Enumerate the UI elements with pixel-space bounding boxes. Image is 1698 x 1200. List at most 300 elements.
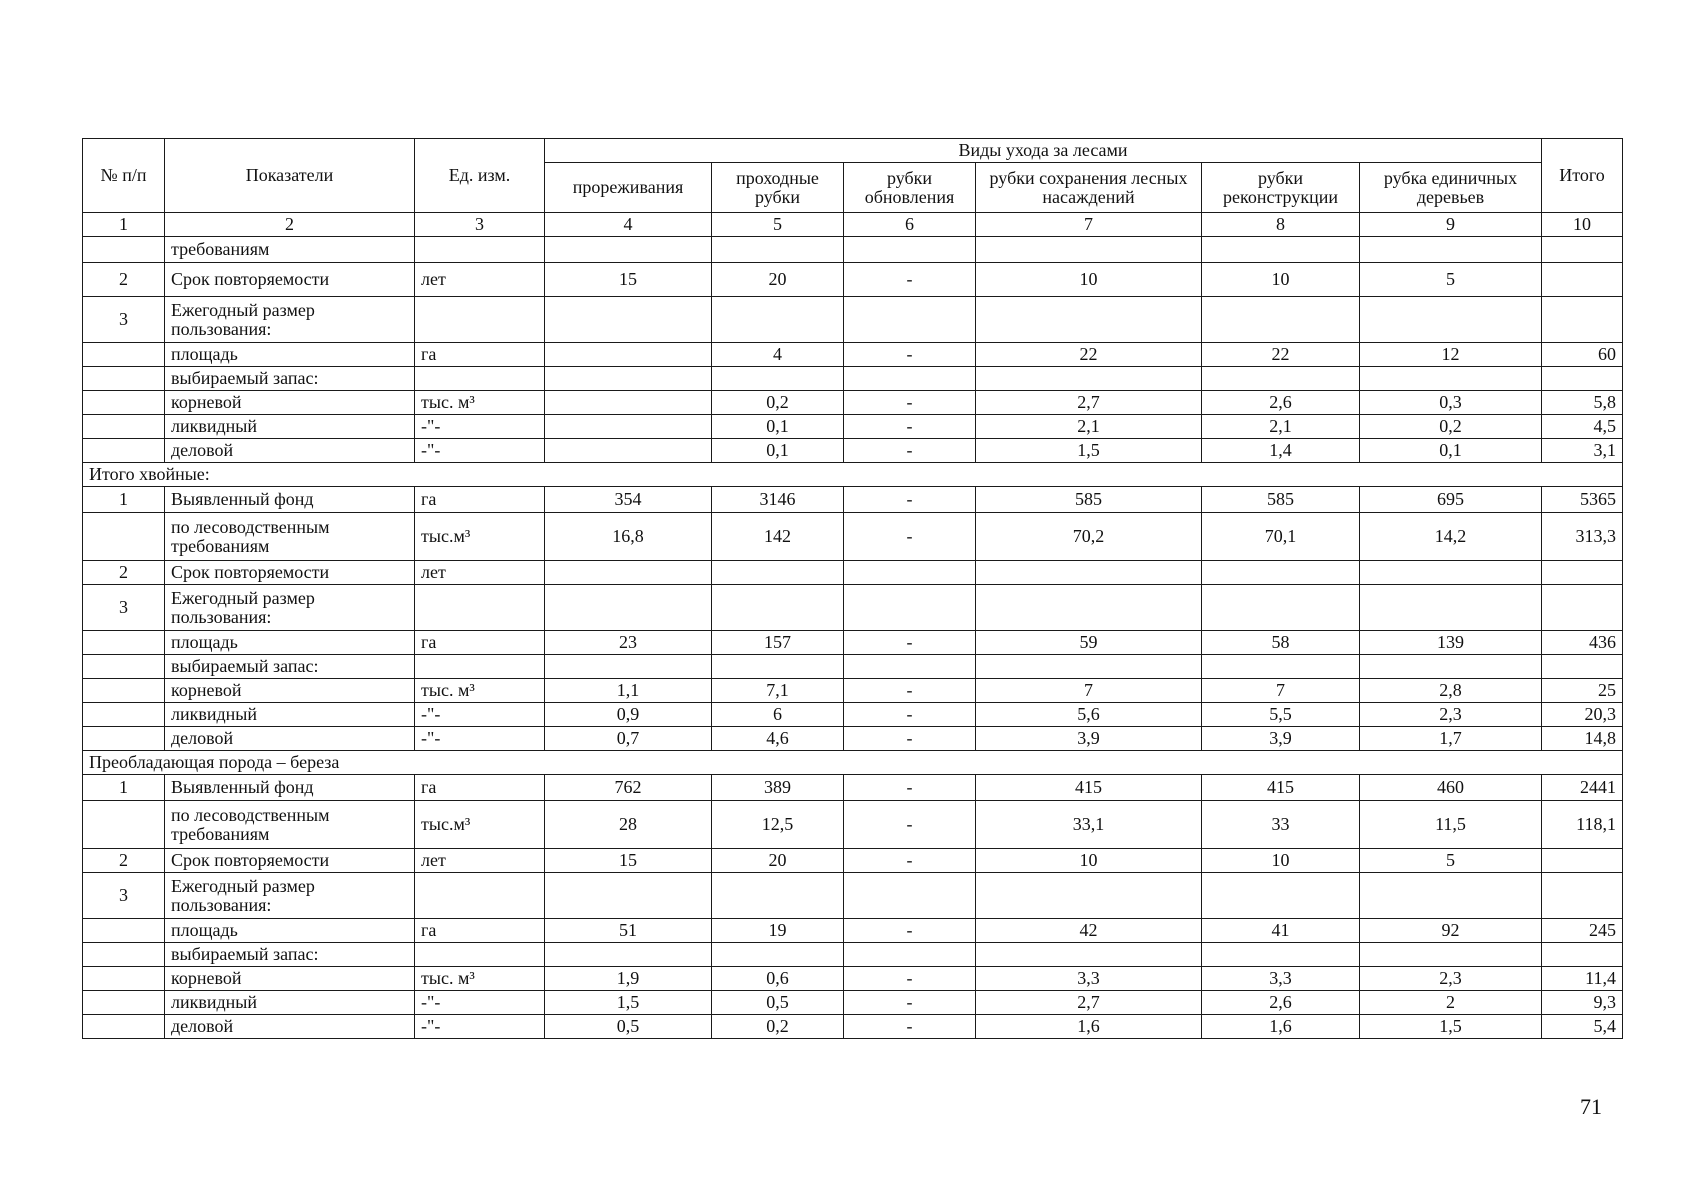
cell-single-tree-cuts: 0,1 [1360,439,1542,463]
cell-passage-cuts: 4,6 [712,727,844,751]
cell-passage-cuts: 0,1 [712,415,844,439]
cell-indicator: по лесоводственным требованиям [165,513,415,561]
cell-indicator: площадь [165,631,415,655]
table-row [83,513,1623,561]
table-row [83,631,1623,655]
header-col-passage-cuts: проходные рубки [712,163,844,213]
cell-total: 3,1 [1542,439,1623,463]
cell-total: 5,4 [1542,1015,1623,1039]
cell-reconstruction-cuts [1202,297,1360,343]
cell-unit [415,655,545,679]
cell-unit [415,367,545,391]
cell-reconstruction-cuts: 1,4 [1202,439,1360,463]
cell-indicator: Ежегодный размер пользования: [165,873,415,919]
cell-row-num: 2 [83,849,165,873]
cell-preservation-cuts [976,237,1202,263]
cell-reconstruction-cuts [1202,655,1360,679]
table-row [83,585,1623,631]
cell-row-num [83,991,165,1015]
cell-total: 436 [1542,631,1623,655]
cell-unit: тыс. м³ [415,967,545,991]
cell-indicator: Срок повторяемости [165,561,415,585]
cell-single-tree-cuts [1360,943,1542,967]
cell-passage-cuts [712,943,844,967]
cell-thinning: 0,9 [545,703,712,727]
cell-passage-cuts: 3146 [712,487,844,513]
cell-single-tree-cuts: 92 [1360,919,1542,943]
cell-renewal-cuts: - [844,631,976,655]
cell-indicator: корневой [165,967,415,991]
colnum: 2 [165,213,415,237]
cell-reconstruction-cuts: 33 [1202,801,1360,849]
cell-preservation-cuts: 415 [976,775,1202,801]
cell-indicator: Выявленный фонд [165,775,415,801]
cell-indicator: требованиям [165,237,415,263]
cell-renewal-cuts: - [844,919,976,943]
cell-preservation-cuts: 10 [976,263,1202,297]
table-row [83,775,1623,801]
cell-indicator: Выявленный фонд [165,487,415,513]
cell-thinning [545,943,712,967]
cell-preservation-cuts: 59 [976,631,1202,655]
cell-passage-cuts [712,561,844,585]
cell-row-num: 2 [83,561,165,585]
cell-single-tree-cuts: 695 [1360,487,1542,513]
cell-passage-cuts: 0,5 [712,991,844,1015]
cell-total: 9,3 [1542,991,1623,1015]
cell-single-tree-cuts: 5 [1360,263,1542,297]
cell-renewal-cuts: - [844,513,976,561]
cell-row-num [83,237,165,263]
cell-total: 118,1 [1542,801,1623,849]
section-heading: Преобладающая порода – береза [83,751,1623,775]
cell-row-num: 3 [83,873,165,919]
table-row [83,801,1623,849]
cell-passage-cuts: 12,5 [712,801,844,849]
cell-passage-cuts: 142 [712,513,844,561]
colnum: 8 [1202,213,1360,237]
cell-thinning [545,343,712,367]
cell-passage-cuts [712,655,844,679]
cell-unit: га [415,343,545,367]
table-row [83,943,1623,967]
cell-total [1542,849,1623,873]
cell-single-tree-cuts [1360,585,1542,631]
cell-total [1542,367,1623,391]
cell-unit [415,943,545,967]
colnum: 1 [83,213,165,237]
forest-care-table [82,138,1623,1039]
section-row [83,463,1623,487]
cell-passage-cuts: 0,2 [712,391,844,415]
cell-renewal-cuts: - [844,801,976,849]
cell-unit: лет [415,849,545,873]
cell-row-num [83,655,165,679]
cell-row-num [83,679,165,703]
colnum: 3 [415,213,545,237]
cell-row-num [83,943,165,967]
cell-thinning: 1,9 [545,967,712,991]
colnum: 10 [1542,213,1623,237]
cell-renewal-cuts: - [844,415,976,439]
cell-total: 2441 [1542,775,1623,801]
cell-indicator: корневой [165,391,415,415]
cell-passage-cuts: 7,1 [712,679,844,703]
cell-renewal-cuts: - [844,727,976,751]
cell-row-num [83,631,165,655]
section-heading: Итого хвойные: [83,463,1623,487]
cell-total: 5,8 [1542,391,1623,415]
cell-thinning: 354 [545,487,712,513]
cell-thinning [545,237,712,263]
cell-single-tree-cuts [1360,561,1542,585]
cell-indicator: выбираемый запас: [165,655,415,679]
cell-passage-cuts: 389 [712,775,844,801]
table-row [83,703,1623,727]
cell-preservation-cuts: 2,7 [976,391,1202,415]
table-row [83,919,1623,943]
cell-thinning [545,561,712,585]
cell-indicator: ликвидный [165,991,415,1015]
header-total: Итого [1542,139,1623,213]
table-row [83,991,1623,1015]
cell-renewal-cuts [844,585,976,631]
cell-thinning [545,873,712,919]
cell-reconstruction-cuts: 70,1 [1202,513,1360,561]
cell-total [1542,585,1623,631]
cell-single-tree-cuts: 1,5 [1360,1015,1542,1039]
cell-unit: -"- [415,415,545,439]
header-col-preservation-cuts: рубки сохранения лесных насаждений [976,163,1202,213]
cell-row-num [83,343,165,367]
table-row [83,237,1623,263]
cell-unit: лет [415,263,545,297]
header-num: № п/п [83,139,165,213]
cell-total [1542,655,1623,679]
cell-thinning [545,585,712,631]
cell-total: 14,8 [1542,727,1623,751]
cell-reconstruction-cuts: 22 [1202,343,1360,367]
cell-thinning: 16,8 [545,513,712,561]
cell-thinning: 762 [545,775,712,801]
cell-thinning: 28 [545,801,712,849]
header-unit: Ед. изм. [415,139,545,213]
cell-reconstruction-cuts [1202,585,1360,631]
cell-single-tree-cuts: 11,5 [1360,801,1542,849]
cell-preservation-cuts [976,367,1202,391]
cell-renewal-cuts [844,297,976,343]
cell-preservation-cuts [976,655,1202,679]
cell-single-tree-cuts [1360,873,1542,919]
cell-unit [415,297,545,343]
cell-preservation-cuts [976,873,1202,919]
cell-thinning: 0,5 [545,1015,712,1039]
cell-unit: -"- [415,727,545,751]
table-row [83,561,1623,585]
header-col-single-tree-cuts: рубка единичных деревьев [1360,163,1542,213]
cell-single-tree-cuts: 139 [1360,631,1542,655]
table-row [83,439,1623,463]
cell-passage-cuts: 19 [712,919,844,943]
table-row [83,487,1623,513]
cell-single-tree-cuts [1360,237,1542,263]
cell-total: 5365 [1542,487,1623,513]
cell-unit: тыс.м³ [415,513,545,561]
cell-indicator: площадь [165,343,415,367]
cell-preservation-cuts [976,585,1202,631]
cell-reconstruction-cuts [1202,943,1360,967]
cell-indicator: ликвидный [165,703,415,727]
cell-total [1542,263,1623,297]
cell-reconstruction-cuts: 585 [1202,487,1360,513]
cell-indicator: деловой [165,727,415,751]
cell-reconstruction-cuts: 58 [1202,631,1360,655]
cell-indicator: деловой [165,1015,415,1039]
cell-total [1542,297,1623,343]
colnum: 6 [844,213,976,237]
cell-reconstruction-cuts: 5,5 [1202,703,1360,727]
cell-renewal-cuts: - [844,439,976,463]
cell-single-tree-cuts: 1,7 [1360,727,1542,751]
cell-row-num [83,1015,165,1039]
cell-unit: тыс. м³ [415,391,545,415]
cell-thinning [545,367,712,391]
cell-single-tree-cuts: 2,3 [1360,967,1542,991]
cell-preservation-cuts: 7 [976,679,1202,703]
cell-total: 313,3 [1542,513,1623,561]
cell-renewal-cuts: - [844,1015,976,1039]
cell-total [1542,561,1623,585]
cell-thinning: 23 [545,631,712,655]
cell-row-num [83,967,165,991]
colnum: 7 [976,213,1202,237]
cell-thinning: 0,7 [545,727,712,751]
cell-thinning: 51 [545,919,712,943]
cell-row-num [83,703,165,727]
cell-reconstruction-cuts [1202,237,1360,263]
table-row [83,297,1623,343]
table-row [83,343,1623,367]
cell-preservation-cuts [976,297,1202,343]
cell-passage-cuts: 20 [712,849,844,873]
column-numbers-row [83,213,1623,237]
cell-renewal-cuts: - [844,849,976,873]
table-row [83,873,1623,919]
cell-row-num [83,801,165,849]
cell-row-num: 2 [83,263,165,297]
cell-thinning: 15 [545,849,712,873]
cell-reconstruction-cuts: 3,3 [1202,967,1360,991]
cell-renewal-cuts [844,873,976,919]
cell-unit: -"- [415,439,545,463]
cell-indicator: Срок повторяемости [165,263,415,297]
cell-row-num [83,727,165,751]
cell-passage-cuts: 6 [712,703,844,727]
cell-passage-cuts: 0,2 [712,1015,844,1039]
table-row [83,391,1623,415]
cell-single-tree-cuts: 0,2 [1360,415,1542,439]
cell-preservation-cuts: 22 [976,343,1202,367]
cell-passage-cuts [712,367,844,391]
cell-thinning [545,655,712,679]
table-row [83,367,1623,391]
cell-total [1542,943,1623,967]
cell-single-tree-cuts: 2,3 [1360,703,1542,727]
cell-passage-cuts [712,873,844,919]
cell-indicator: площадь [165,919,415,943]
cell-indicator: корневой [165,679,415,703]
cell-preservation-cuts: 42 [976,919,1202,943]
cell-reconstruction-cuts: 2,6 [1202,991,1360,1015]
cell-preservation-cuts: 3,3 [976,967,1202,991]
cell-renewal-cuts [844,943,976,967]
cell-renewal-cuts [844,237,976,263]
cell-preservation-cuts: 2,7 [976,991,1202,1015]
cell-indicator: выбираемый запас: [165,367,415,391]
header-col-renewal-cuts: рубки обновления [844,163,976,213]
page-number: 71 [1580,1094,1602,1119]
cell-indicator: выбираемый запас: [165,943,415,967]
cell-preservation-cuts [976,561,1202,585]
table-row [83,1015,1623,1039]
cell-reconstruction-cuts: 7 [1202,679,1360,703]
cell-row-num: 1 [83,775,165,801]
cell-preservation-cuts: 5,6 [976,703,1202,727]
table-row [83,727,1623,751]
cell-total: 60 [1542,343,1623,367]
cell-unit: га [415,919,545,943]
cell-single-tree-cuts: 5 [1360,849,1542,873]
cell-passage-cuts: 157 [712,631,844,655]
colnum: 9 [1360,213,1542,237]
header-care-types: Виды ухода за лесами [545,139,1542,163]
cell-reconstruction-cuts: 10 [1202,263,1360,297]
cell-renewal-cuts: - [844,967,976,991]
cell-total: 20,3 [1542,703,1623,727]
table-row [83,967,1623,991]
cell-renewal-cuts: - [844,263,976,297]
cell-total [1542,237,1623,263]
cell-thinning [545,297,712,343]
cell-row-num [83,439,165,463]
header-col-reconstruction-cuts: рубки реконструкции [1202,163,1360,213]
cell-renewal-cuts: - [844,391,976,415]
cell-row-num [83,919,165,943]
cell-reconstruction-cuts: 10 [1202,849,1360,873]
cell-renewal-cuts: - [844,487,976,513]
cell-single-tree-cuts [1360,655,1542,679]
cell-reconstruction-cuts: 415 [1202,775,1360,801]
cell-preservation-cuts: 1,6 [976,1015,1202,1039]
cell-unit: лет [415,561,545,585]
cell-single-tree-cuts: 12 [1360,343,1542,367]
cell-preservation-cuts: 3,9 [976,727,1202,751]
cell-reconstruction-cuts: 2,1 [1202,415,1360,439]
cell-thinning [545,391,712,415]
colnum: 4 [545,213,712,237]
cell-single-tree-cuts: 14,2 [1360,513,1542,561]
cell-passage-cuts: 0,6 [712,967,844,991]
table-row [83,655,1623,679]
cell-single-tree-cuts [1360,297,1542,343]
cell-reconstruction-cuts [1202,561,1360,585]
table-header [83,139,1623,237]
section-row [83,751,1623,775]
cell-preservation-cuts [976,943,1202,967]
cell-single-tree-cuts [1360,367,1542,391]
table-row [83,679,1623,703]
cell-passage-cuts [712,297,844,343]
cell-indicator: Ежегодный размер пользования: [165,585,415,631]
cell-unit: -"- [415,991,545,1015]
cell-row-num [83,391,165,415]
table-row [83,849,1623,873]
cell-preservation-cuts: 10 [976,849,1202,873]
cell-passage-cuts [712,237,844,263]
cell-row-num: 3 [83,297,165,343]
table-row [83,415,1623,439]
cell-renewal-cuts [844,367,976,391]
cell-single-tree-cuts: 0,3 [1360,391,1542,415]
cell-preservation-cuts: 33,1 [976,801,1202,849]
cell-reconstruction-cuts [1202,367,1360,391]
cell-reconstruction-cuts: 3,9 [1202,727,1360,751]
cell-reconstruction-cuts: 2,6 [1202,391,1360,415]
cell-renewal-cuts: - [844,991,976,1015]
cell-indicator: Ежегодный размер пользования: [165,297,415,343]
cell-total [1542,873,1623,919]
cell-total: 11,4 [1542,967,1623,991]
cell-renewal-cuts [844,655,976,679]
cell-passage-cuts: 4 [712,343,844,367]
cell-row-num [83,367,165,391]
cell-unit [415,873,545,919]
cell-passage-cuts: 20 [712,263,844,297]
cell-indicator: Срок повторяемости [165,849,415,873]
cell-renewal-cuts: - [844,703,976,727]
cell-thinning: 1,1 [545,679,712,703]
cell-unit [415,237,545,263]
cell-row-num [83,415,165,439]
cell-unit: -"- [415,1015,545,1039]
cell-passage-cuts: 0,1 [712,439,844,463]
cell-row-num: 3 [83,585,165,631]
cell-reconstruction-cuts: 1,6 [1202,1015,1360,1039]
cell-total: 245 [1542,919,1623,943]
cell-renewal-cuts: - [844,679,976,703]
cell-passage-cuts [712,585,844,631]
cell-renewal-cuts [844,561,976,585]
cell-row-num [83,513,165,561]
cell-total: 25 [1542,679,1623,703]
cell-indicator: ликвидный [165,415,415,439]
cell-preservation-cuts: 2,1 [976,415,1202,439]
cell-total: 4,5 [1542,415,1623,439]
cell-unit: тыс.м³ [415,801,545,849]
header-col-thinning: прореживания [545,163,712,213]
table-row [83,263,1623,297]
cell-row-num: 1 [83,487,165,513]
table-body [83,237,1623,1039]
cell-renewal-cuts: - [844,775,976,801]
cell-unit: га [415,487,545,513]
cell-thinning: 1,5 [545,991,712,1015]
cell-single-tree-cuts: 460 [1360,775,1542,801]
cell-indicator: по лесоводственным требованиям [165,801,415,849]
cell-preservation-cuts: 585 [976,487,1202,513]
cell-thinning: 15 [545,263,712,297]
cell-thinning [545,415,712,439]
